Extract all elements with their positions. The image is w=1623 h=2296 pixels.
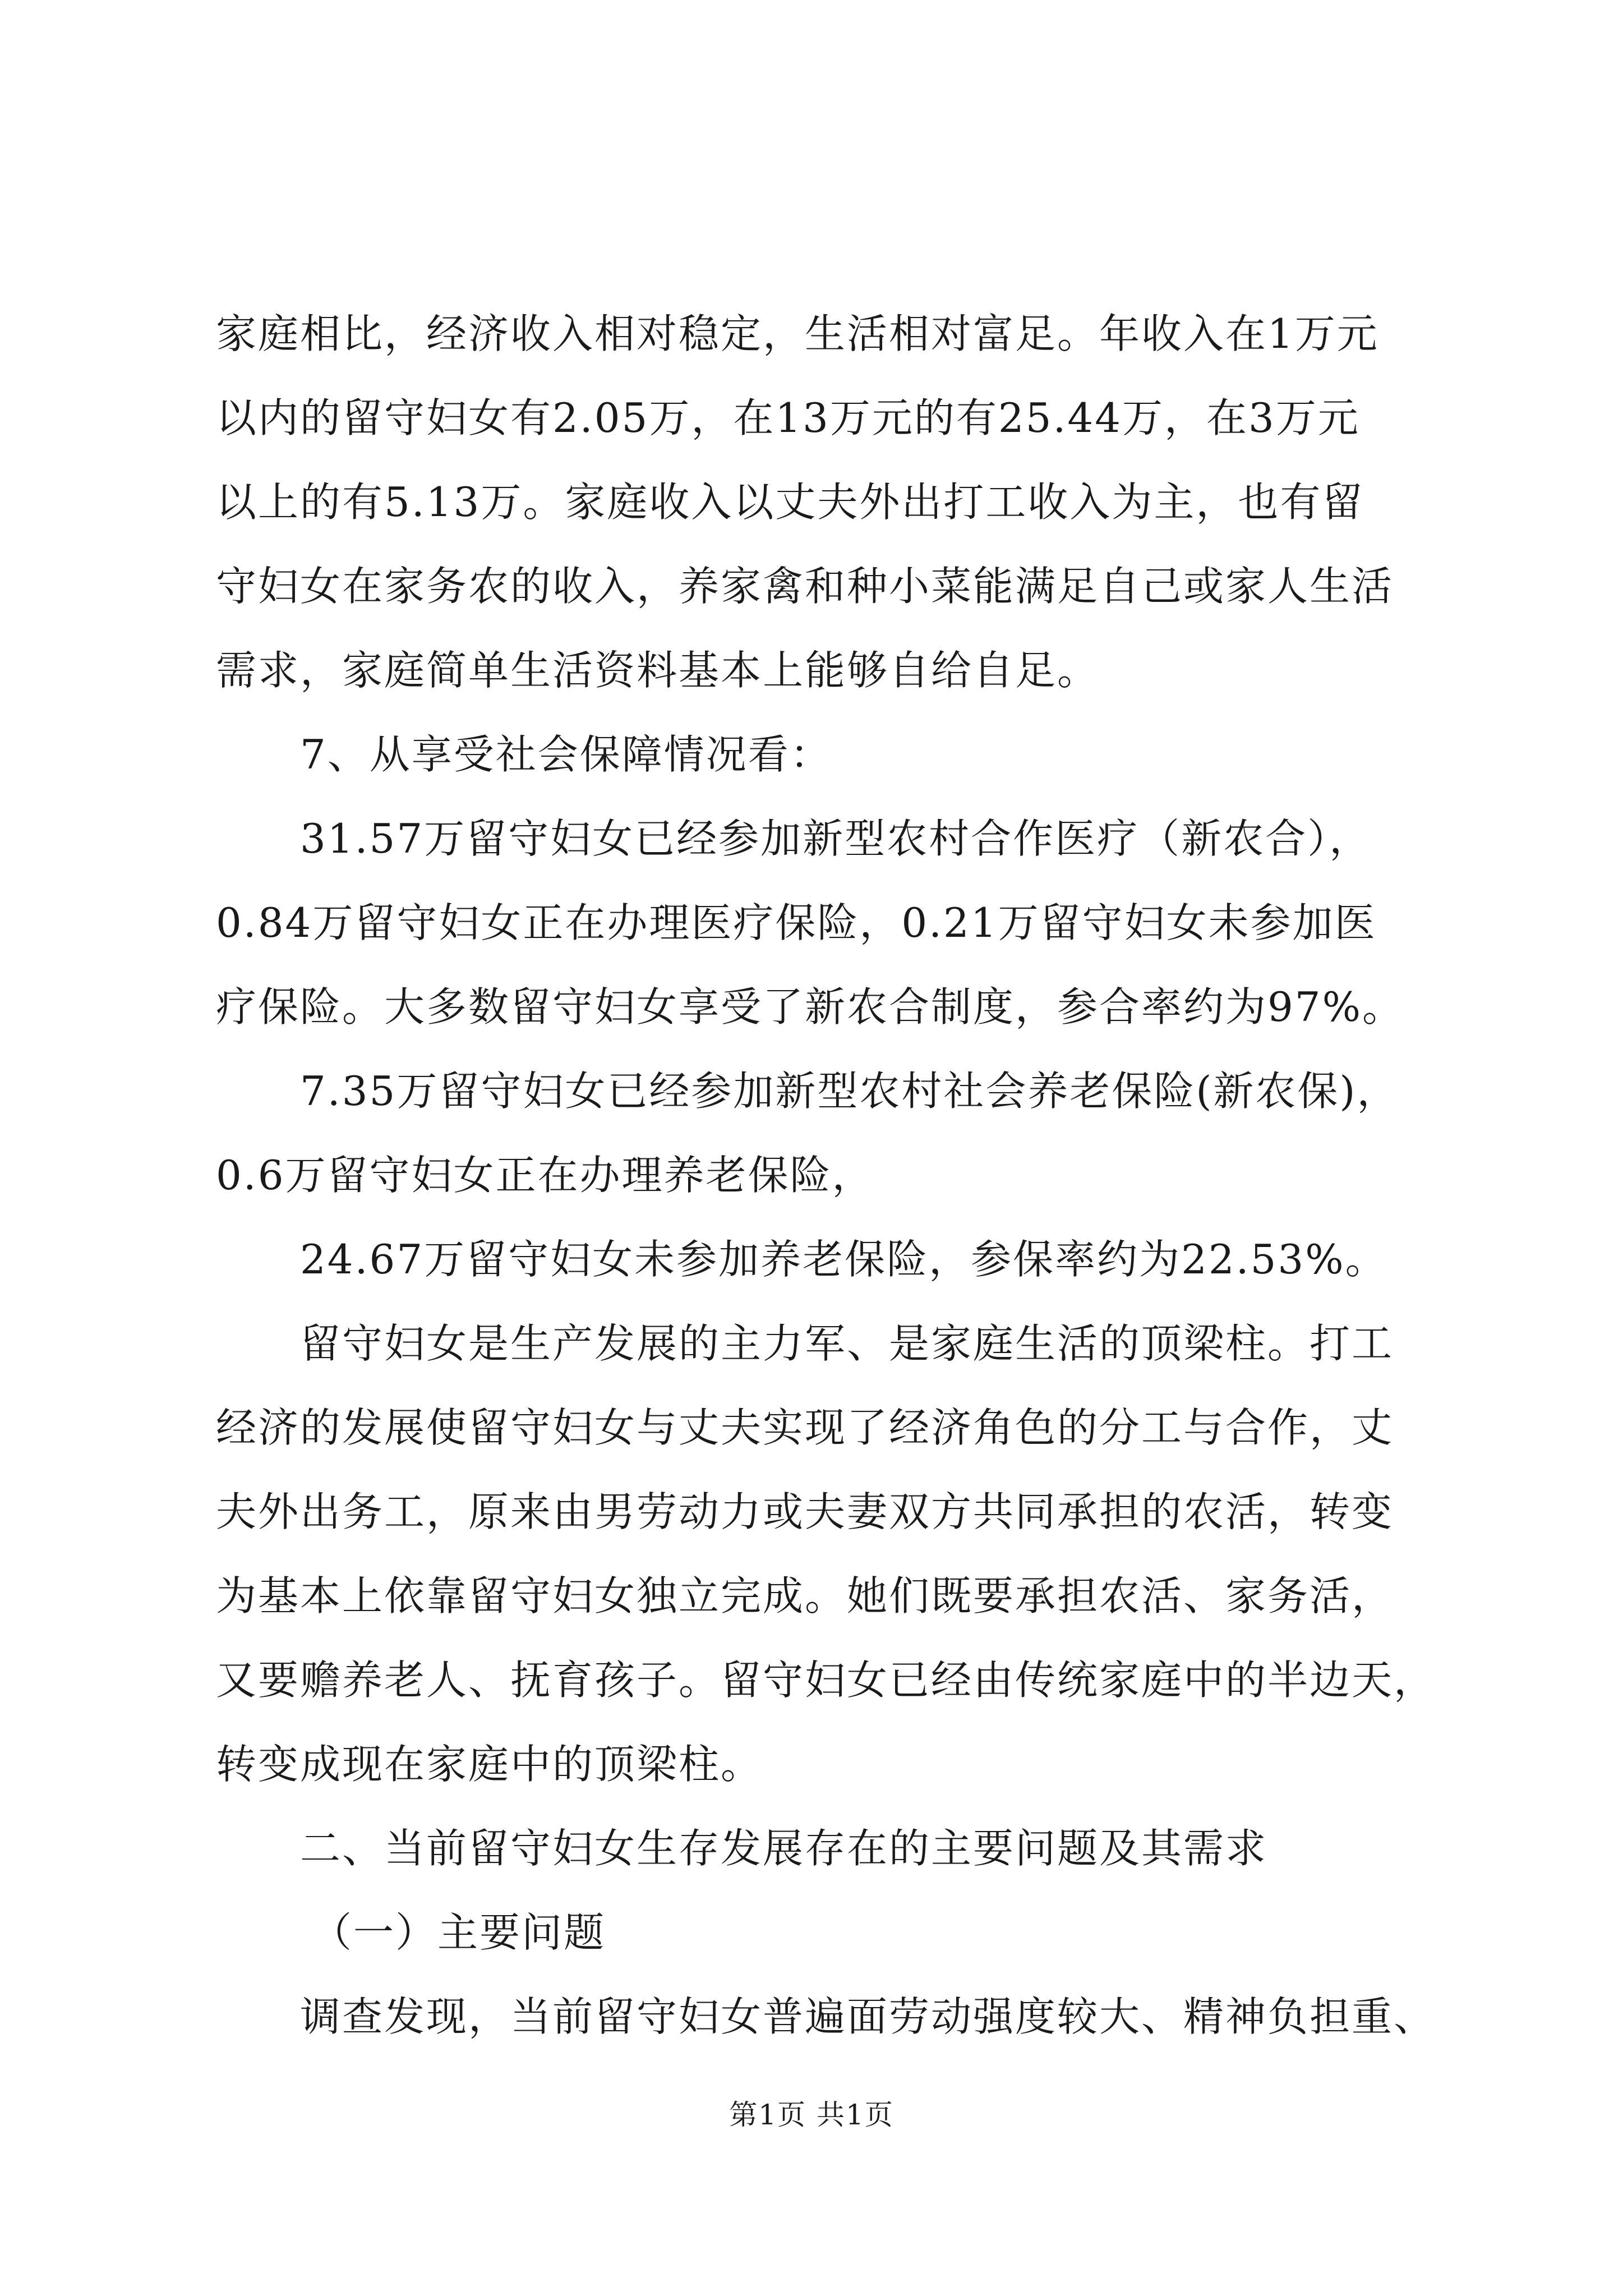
- text-line: 31.57万留守妇女已经参加新型农村合作医疗（新农合），: [300, 815, 1372, 862]
- text-line: 0.84万留守妇女正在办理医疗保险，0.21万留守妇女未参加医: [216, 899, 1377, 946]
- text-line: 疗保险。大多数留守妇女享受了新农合制度，参合率约为97%。: [216, 983, 1405, 1030]
- subsection-heading: （一）主要问题: [311, 1909, 606, 1956]
- text-line: 以内的留守妇女有2.05万，在13万元的有25.44万，在3万元: [216, 394, 1360, 441]
- text-line: 以上的有5.13万。家庭收入以丈夫外出打工收入为主，也有留: [216, 478, 1364, 526]
- text-line: 又要赡养老人、抚育孩子。留守妇女已经由传统家庭中的半边天，: [216, 1657, 1436, 1704]
- section-heading: 7、从享受社会保障情况看：: [300, 731, 832, 778]
- text-line: 守妇女在家务农的收入，养家禽和种小菜能满足自己或家人生活: [216, 563, 1394, 610]
- text-line: 0.6万留守妇女正在办理养老保险，: [216, 1152, 874, 1199]
- text-line: 留守妇女是生产发展的主力军、是家庭生活的顶梁柱。打工: [300, 1320, 1394, 1367]
- page-footer: 第1页 共1页: [729, 2099, 894, 2131]
- text-line: 需求，家庭简单生活资料基本上能够自给自足。: [216, 647, 1100, 694]
- text-line: 家庭相比，经济收入相对稳定，生活相对富足。年收入在1万元: [216, 310, 1379, 357]
- text-line: 7.35万留守妇女已经参加新型农村社会养老保险(新农保)，: [300, 1068, 1399, 1115]
- text-line: 调查发现，当前留守妇女普遍面劳动强度较大、精神负担重、: [300, 1993, 1436, 2040]
- text-line: 24.67万留守妇女未参加养老保险，参保率约为22.53%。: [300, 1236, 1387, 1283]
- section-heading: 二、当前留守妇女生存发展存在的主要问题及其需求: [300, 1825, 1268, 1872]
- text-line: 经济的发展使留守妇女与丈夫实现了经济角色的分工与合作，丈: [216, 1404, 1394, 1451]
- text-line: 为基本上依靠留守妇女独立完成。她们既要承担农活、家务活，: [216, 1572, 1394, 1619]
- text-line: 转变成现在家庭中的顶梁柱。: [216, 1741, 763, 1788]
- text-line: 夫外出务工，原来由男劳动力或夫妻双方共同承担的农活，转变: [216, 1488, 1394, 1535]
